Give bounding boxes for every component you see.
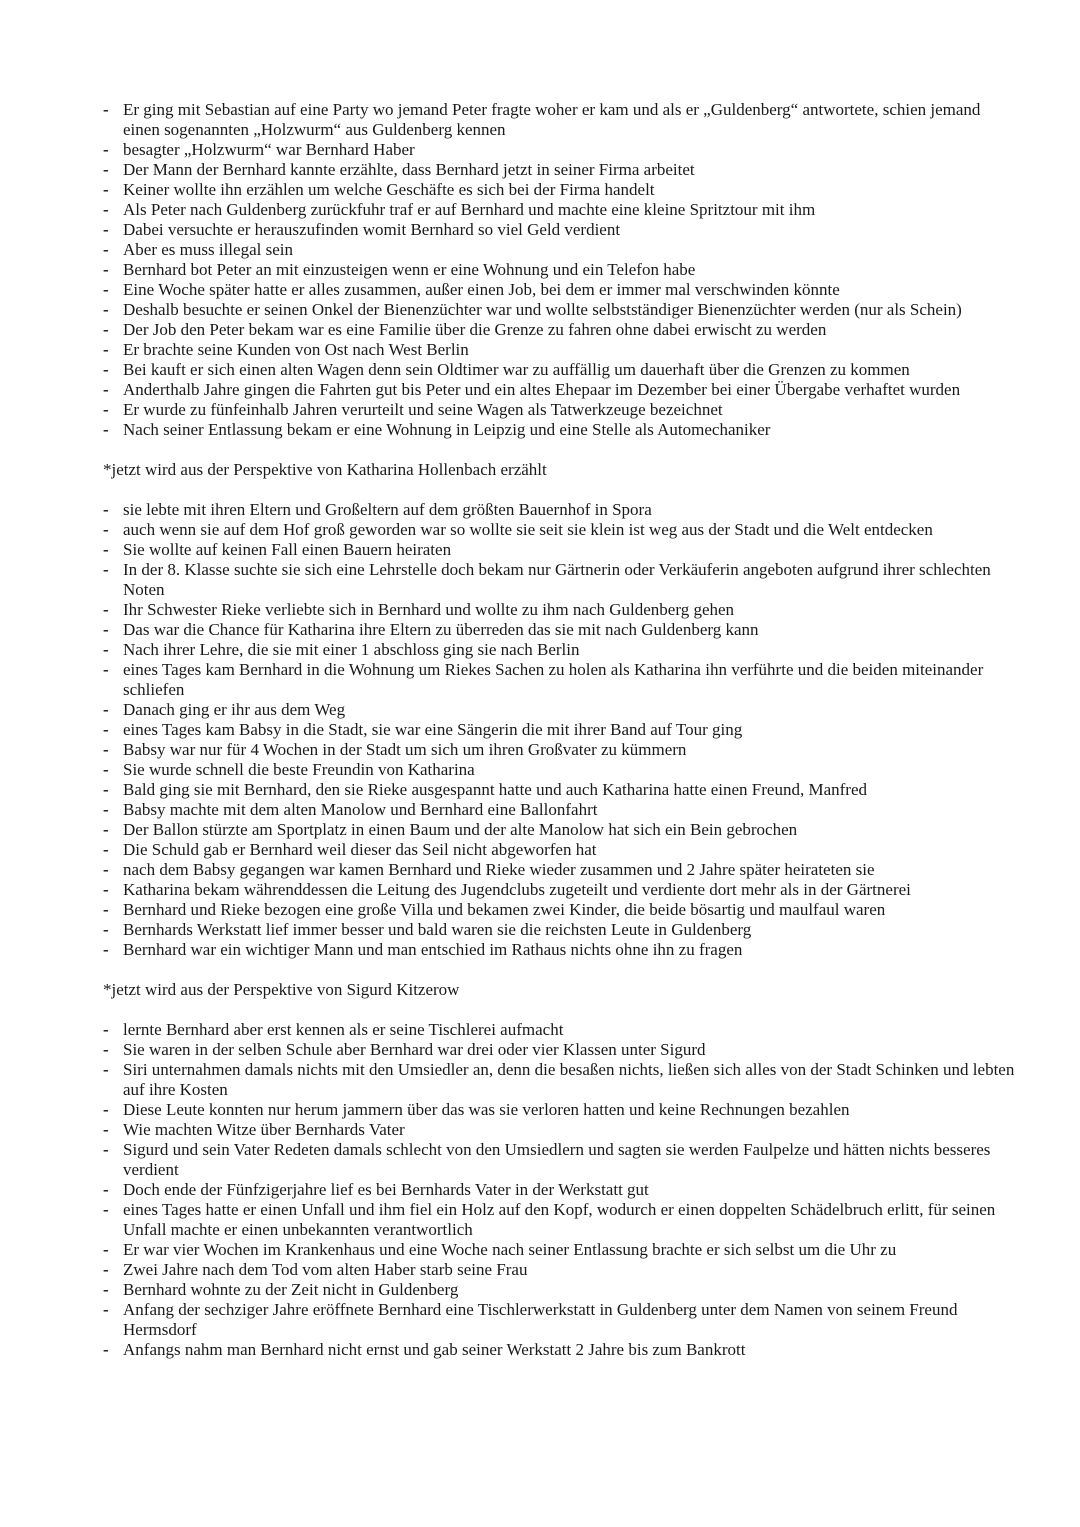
bullet-list-sigurd [103,1020,1020,1360]
list-item: - Bernhard bot Peter an mit einzusteigen wenn er eine Wohnung und ein Telefon habe [103,260,1020,280]
list-item: - In der 8. Klasse suchte sie sich eine Lehrstelle doch bekam nur Gärtnerin oder Verkäuferin angeboten aufgrund ihrer schlechten Noten [103,560,1020,600]
list-item: - eines Tages kam Babsy in die Stadt, sie war eine Sängerin die mit ihrer Band auf Tour ging [103,720,1020,740]
list-item: - Der Job den Peter bekam war es eine Familie über die Grenze zu fahren ohne dabei erwischt zu werden [103,320,1020,340]
section-heading-sigurd: *jetzt wird aus der Perspektive von Sigurd Kitzerow [103,980,460,999]
list-item: - Aber es muss illegal sein [103,240,1020,260]
list-item: - Katharina bekam währenddessen die Leitung des Jugendclubs zugeteilt und verdiente dort mehr als in der Gärtnerei [103,880,1020,900]
list-item: - Danach ging er ihr aus dem Weg [103,700,1020,720]
list-item: - Anderthalb Jahre gingen die Fahrten gut bis Peter und ein altes Ehepaar im Dezember bei einer Übergabe verhaftet wurden [103,380,1020,400]
list-item: - Er war vier Wochen im Krankenhaus und eine Woche nach seiner Entlassung brachte er sich selbst um die Uhr zu [103,1240,1020,1260]
bullet-list-peter [103,100,1020,440]
list-item: - Dabei versuchte er herauszufinden womit Bernhard so viel Geld verdient [103,220,1020,240]
list-item: - Sigurd und sein Vater Redeten damals schlecht von den Umsiedlern und sagten sie werden Faulpelze und hätten nichts besseres verdient [103,1140,1020,1180]
list-item: - Der Ballon stürzte am Sportplatz in einen Baum und der alte Manolow hat sich ein Bein gebrochen [103,820,1020,840]
list-item: - Anfang der sechziger Jahre eröffnete Bernhard eine Tischlerwerkstatt in Guldenberg unter dem Namen von seinem Freund Hermsdorf [103,1300,1020,1340]
list-item: - Eine Woche später hatte er alles zusammen, außer einen Job, bei dem er immer mal verschwinden könnte [103,280,1020,300]
list-item: - Er ging mit Sebastian auf eine Party wo jemand Peter fragte woher er kam und als er „Guldenberg“ antwortete, schien jemand einen sogenannten „Holzwurm“ aus Guldenberg kennen [103,100,1020,140]
list-item: - nach dem Babsy gegangen war kamen Bernhard und Rieke wieder zusammen und 2 Jahre später heirateten sie [103,860,1020,880]
list-item: - Das war die Chance für Katharina ihre Eltern zu überreden das sie mit nach Guldenberg kann [103,620,1020,640]
list-item: - Sie waren in der selben Schule aber Bernhard war drei oder vier Klassen unter Sigurd [103,1040,1020,1060]
list-item: - Nach seiner Entlassung bekam er eine Wohnung in Leipzig und eine Stelle als Automechaniker [103,420,1020,440]
list-item: - Sie wollte auf keinen Fall einen Bauern heiraten [103,540,1020,560]
list-item: - Babsy machte mit dem alten Manolow und Bernhard eine Ballonfahrt [103,800,1020,820]
list-item: - Siri unternahmen damals nichts mit den Umsiedler an, denn die besaßen nichts, ließen sich alles von der Stadt Schinken und lebten auf ihre Kosten [103,1060,1020,1100]
list-item: - Wie machten Witze über Bernhards Vater [103,1120,1020,1140]
list-item: - Bald ging sie mit Bernhard, den sie Rieke ausgespannt hatte und auch Katharina hatte einen Freund, Manfred [103,780,1020,800]
list-item: - sie lebte mit ihren Eltern und Großeltern auf dem größten Bauernhof in Spora [103,500,1020,520]
list-item: - eines Tages hatte er einen Unfall und ihm fiel ein Holz auf den Kopf, wodurch er einen doppelten Schädelbruch erlitt, für seinen Unfall machte er einen unbekannten verantwortlich [103,1200,1020,1240]
list-item: - Deshalb besuchte er seinen Onkel der Bienenzüchter war und wollte selbstständiger Bienenzüchter werden (nur als Schein) [103,300,1020,320]
list-item: - Bei kauft er sich einen alten Wagen denn sein Oldtimer war zu auffällig um dauerhaft über die Grenzen zu kommen [103,360,1020,380]
list-item: - Zwei Jahre nach dem Tod vom alten Haber starb seine Frau [103,1260,1020,1280]
list-item: - Bernhard war ein wichtiger Mann und man entschied im Rathaus nichts ohne ihn zu fragen [103,940,1020,960]
list-item: - auch wenn sie auf dem Hof groß geworden war so wollte sie seit sie klein ist weg aus der Stadt und die Welt entdecken [103,520,1020,540]
list-item: - Er brachte seine Kunden von Ost nach West Berlin [103,340,1020,360]
list-item: - Keiner wollte ihn erzählen um welche Geschäfte es sich bei der Firma handelt [103,180,1020,200]
list-item: - Sie wurde schnell die beste Freundin von Katharina [103,760,1020,780]
list-item: - Bernhard und Rieke bezogen eine große Villa und bekamen zwei Kinder, die beide bösartig und maulfaul waren [103,900,1020,920]
list-item: - Anfangs nahm man Bernhard nicht ernst und gab seiner Werkstatt 2 Jahre bis zum Bankrott [103,1340,1020,1360]
list-item: - Diese Leute konnten nur herum jammern über das was sie verloren hatten und keine Rechnungen bezahlen [103,1100,1020,1120]
bullet-list-katharina [103,500,1020,960]
list-item: - Bernhards Werkstatt lief immer besser und bald waren sie die reichsten Leute in Guldenberg [103,920,1020,940]
list-item: - besagter „Holzwurm“ war Bernhard Haber [103,140,1020,160]
list-item: - Ihr Schwester Rieke verliebte sich in Bernhard und wollte zu ihm nach Guldenberg gehen [103,600,1020,620]
list-item: - Als Peter nach Guldenberg zurückfuhr traf er auf Bernhard und machte eine kleine Spritztour mit ihm [103,200,1020,220]
list-item: - eines Tages kam Bernhard in die Wohnung um Riekes Sachen zu holen als Katharina ihn verführte und die beiden miteinander schliefen [103,660,1020,700]
list-item: - lernte Bernhard aber erst kennen als er seine Tischlerei aufmacht [103,1020,1020,1040]
list-item: - Nach ihrer Lehre, die sie mit einer 1 abschloss ging sie nach Berlin [103,640,1020,660]
list-item: - Der Mann der Bernhard kannte erzählte, dass Bernhard jetzt in seiner Firma arbeitet [103,160,1020,180]
list-item: - Bernhard wohnte zu der Zeit nicht in Guldenberg [103,1280,1020,1300]
list-item: - Babsy war nur für 4 Wochen in der Stadt um sich um ihren Großvater zu kümmern [103,740,1020,760]
section-heading-katharina: *jetzt wird aus der Perspektive von Katharina Hollenbach erzählt [103,460,547,479]
list-item: - Er wurde zu fünfeinhalb Jahren verurteilt und seine Wagen als Tatwerkzeuge bezeichnet [103,400,1020,420]
list-item: - Die Schuld gab er Bernhard weil dieser das Seil nicht abgeworfen hat [103,840,1020,860]
list-item: - Doch ende der Fünfzigerjahre lief es bei Bernhards Vater in der Werkstatt gut [103,1180,1020,1200]
